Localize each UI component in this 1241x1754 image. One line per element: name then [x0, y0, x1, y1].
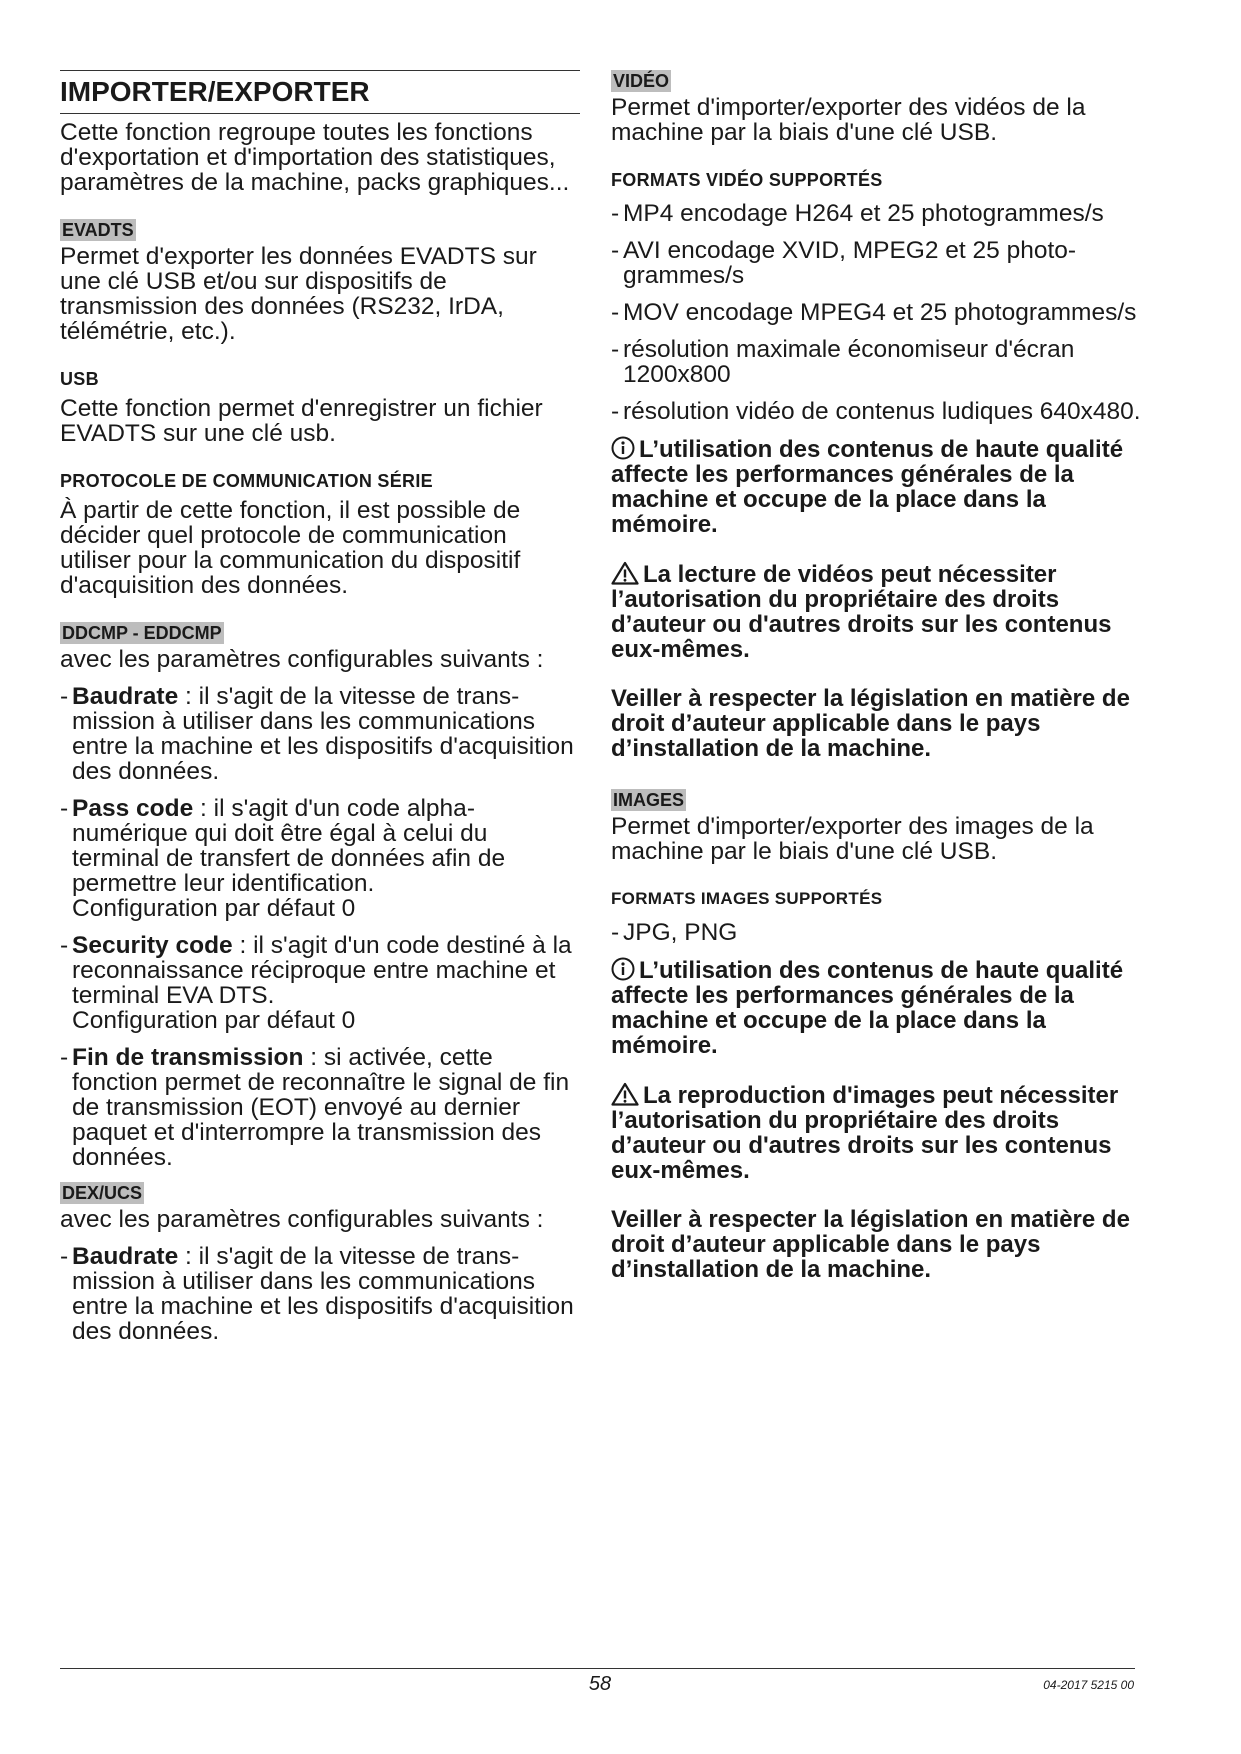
param-desc: : il s'agit de la vitesse de transmission à utiliser dans les communications entre la machine et les dispositifs d'acquisition des données. — [72, 683, 574, 785]
video-formats-list — [611, 201, 1146, 424]
param-term: Pass code — [72, 795, 194, 822]
info-note-text: L’utilisation des contenus de haute qualité affecte les performances générales de la machine et occupe de la place dans la mémoire. — [611, 436, 1124, 538]
images-formats-list — [611, 920, 1146, 945]
footer-divider — [60, 1668, 1135, 1669]
param-term: Fin de transmission — [72, 1044, 304, 1071]
usb-heading: USB — [60, 369, 99, 389]
document-reference: 04-2017 5215 00 — [1043, 1678, 1134, 1692]
warning-triangle-icon — [611, 561, 639, 585]
ddcmp-intro: avec les paramètres configurables suivants : — [60, 646, 544, 673]
evadts-tag: EVADTS — [62, 220, 134, 240]
images-formats-heading: FORMATS IMAGES SUPPORTÉS — [611, 889, 883, 908]
info-note-text: L’utilisation des contenus de haute qualité affecte les performances générales de la machine et occupe de la place dans la mémoire. — [611, 957, 1124, 1059]
list-item — [60, 933, 580, 1033]
param-desc: : il s'agit d'un code alphanumérique qui doit être égal à celui du terminal de transfert de données afin de permettre leur identification. — [72, 795, 506, 897]
default-config: Configuration par défaut 0 — [72, 1007, 356, 1034]
video-paragraph: Permet d'importer/exporter des vidéos de la machine par la biais d'une clé USB. — [611, 94, 1086, 146]
right-column — [611, 70, 1146, 1306]
list-item: - JPG, PNG — [611, 920, 1146, 945]
usb-paragraph: Cette fonction permet d'enregistrer un fichier EVADTS sur une clé usb. — [60, 395, 543, 447]
video-formats-heading: FORMATS VIDÉO SUPPORTÉS — [611, 170, 883, 190]
video-tag: VIDÉO — [613, 71, 670, 91]
info-circle-icon — [611, 436, 635, 460]
ddcmp-parameter-list — [60, 684, 580, 1170]
dex-tag: DEX/UCS — [62, 1183, 143, 1203]
evadts-paragraph: Permet d'exporter les données EVADTS sur une clé USB et/ou sur dispositifs de transmission des données (RS232, IrDA, télémétrie, etc.). — [60, 243, 537, 345]
warning-note-text: La lecture de vidéos peut nécessiter l’autorisation du propriétaire des droits d’auteur ou d'autres droits sur les contenus eux-mêmes. — [611, 561, 1112, 663]
warning-triangle-icon — [611, 1082, 639, 1106]
list-item: - MOV encodage MPEG4 et 25 photogrammes/s — [611, 300, 1146, 325]
intro-paragraph: Cette fonction regroupe toutes les fonctions d'exportation et d'importation des statistiques, paramètres de la machine, packs graphiques... — [60, 119, 570, 196]
images-warning-note — [611, 1082, 1146, 1183]
video-law-note: Veiller à respecter la législation en matière de droit d’auteur applicable dans le pays d’installation de la machine. — [611, 685, 1130, 762]
list-item: - MP4 encodage H264 et 25 photogrammes/s — [611, 201, 1146, 226]
list-item — [60, 796, 580, 921]
protocol-paragraph: À partir de cette fonction, il est possible de décider quel protocole de communication utiliser pour la communication du dispositif d'acquisition des données. — [60, 497, 521, 599]
protocol-heading: PROTOCOLE DE COMMUNICATION SÉRIE — [60, 471, 433, 491]
page-title: IMPORTER/EXPORTER — [60, 70, 580, 114]
ddcmp-tag: DDCMP - EDDCMP — [62, 623, 222, 643]
param-term: Baudrate — [72, 1243, 179, 1270]
warning-note-text: La reproduction d'images peut nécessiter l’autorisation du propriétaire des droits d’auteur ou d'autres droits sur les contenus eux-mêmes. — [611, 1082, 1119, 1184]
video-info-note — [611, 436, 1146, 537]
param-desc: : il s'agit d'un code destiné à la reconnaissance réciproque entre machine et terminal EVA DTS. — [72, 932, 572, 1009]
info-circle-icon — [611, 957, 635, 981]
param-desc: : il s'agit de la vitesse de transmission à utiliser dans les communications entre la machine et les dispositifs d'acquisition des données. — [72, 1243, 574, 1345]
list-item — [60, 1045, 580, 1170]
param-desc: : si activée, cette fonction permet de reconnaître le signal de fin de transmission (EOT) envoyé au dernier paquet et d'interrompre la transmission des données. — [72, 1044, 570, 1171]
list-item — [60, 1244, 580, 1344]
list-item: - résolution vidéo de contenus ludiques 640x480. — [611, 399, 1146, 424]
list-item: - AVI encodage XVID, MPEG2 et 25 photogrammes/s — [611, 238, 1146, 288]
param-term: Security code — [72, 932, 233, 959]
images-paragraph: Permet d'importer/exporter des images de la machine par le biais d'une clé USB. — [611, 813, 1094, 865]
dex-parameter-list — [60, 1244, 580, 1344]
images-info-note — [611, 957, 1146, 1058]
param-term: Baudrate — [72, 683, 179, 710]
dex-intro: avec les paramètres configurables suivants : — [60, 1206, 544, 1233]
left-column — [60, 70, 580, 1356]
default-config: Configuration par défaut 0 — [72, 895, 356, 922]
video-warning-note — [611, 561, 1146, 662]
images-law-note: Veiller à respecter la législation en matière de droit d’auteur applicable dans le pays d’installation de la machine. — [611, 1206, 1130, 1283]
list-item — [60, 684, 580, 784]
list-item: - résolution maximale économiseur d'écran 1200x800 — [611, 337, 1146, 387]
images-tag: IMAGES — [613, 790, 685, 810]
page-number: 58 — [588, 1673, 612, 1695]
